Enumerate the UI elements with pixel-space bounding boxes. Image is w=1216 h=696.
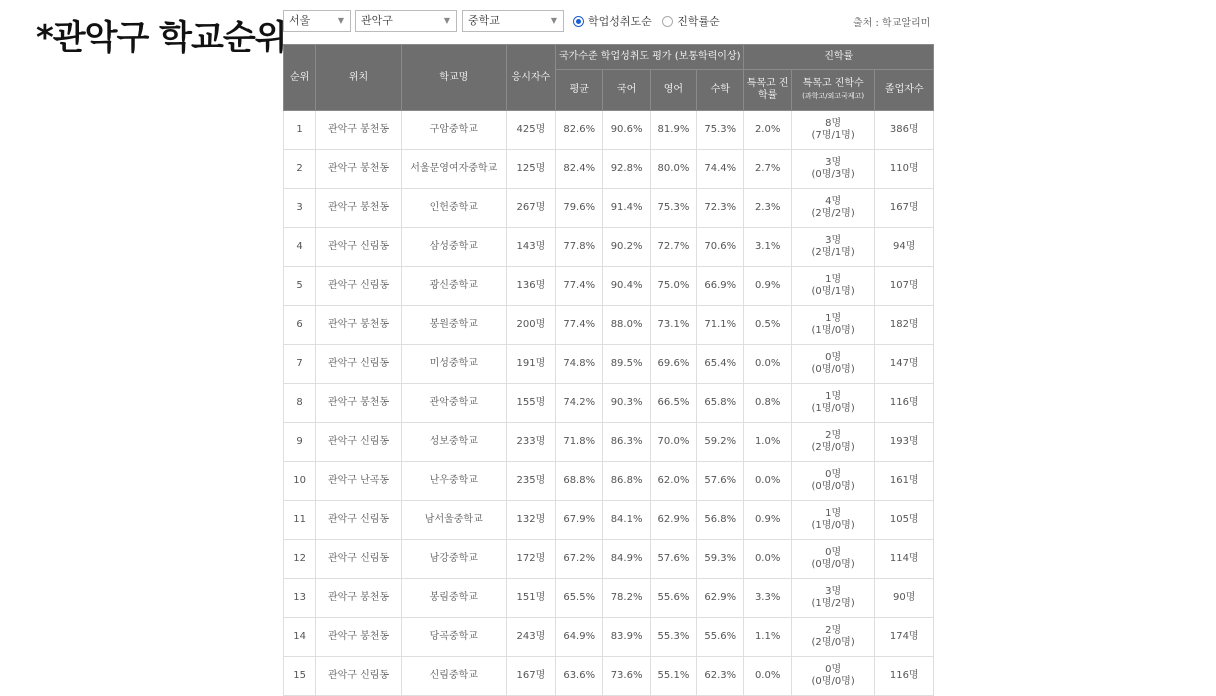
english-cell: 62.9% <box>650 501 696 540</box>
special-rate-cell: 2.7% <box>744 150 791 189</box>
special-count-cell <box>791 618 875 657</box>
header-special-count-label: 특목고 진학수 <box>802 78 864 89</box>
header-math: 수학 <box>697 70 744 111</box>
rank-cell: 14 <box>284 618 316 657</box>
english-cell: 55.3% <box>650 618 696 657</box>
table-row <box>284 150 934 189</box>
special-count-value: 2명 <box>825 430 842 441</box>
graduates-cell: 386명 <box>875 111 934 150</box>
rank-cell: 3 <box>284 189 316 228</box>
special-count-cell <box>791 306 875 345</box>
school-level-select[interactable] <box>462 10 564 32</box>
sort-radio-group <box>573 13 720 29</box>
special-count-cell <box>791 345 875 384</box>
special-count-cell <box>791 384 875 423</box>
school-level-select-value: 중학교 <box>468 14 500 27</box>
special-count-cell <box>791 540 875 579</box>
examinees-cell: 132명 <box>506 501 555 540</box>
table-row <box>284 579 934 618</box>
graduates-cell: 107명 <box>875 267 934 306</box>
rank-cell: 7 <box>284 345 316 384</box>
school-name-cell: 신림중학교 <box>401 657 506 696</box>
rank-cell: 6 <box>284 306 316 345</box>
graduates-cell: 174명 <box>875 618 934 657</box>
math-cell: 72.3% <box>697 189 744 228</box>
special-count-cell <box>791 150 875 189</box>
location-cell: 관악구 신림동 <box>316 228 402 267</box>
school-name-cell: 난우중학교 <box>401 462 506 501</box>
sort-radio-achievement[interactable] <box>573 15 655 28</box>
sort-radio-progress[interactable] <box>662 15 720 28</box>
special-rate-cell: 0.9% <box>744 501 791 540</box>
average-cell: 67.9% <box>556 501 603 540</box>
english-cell: 55.6% <box>650 579 696 618</box>
header-special-count <box>791 70 875 111</box>
examinees-cell: 172명 <box>506 540 555 579</box>
average-cell: 65.5% <box>556 579 603 618</box>
examinees-cell: 155명 <box>506 384 555 423</box>
special-count-value: 0명 <box>825 664 842 675</box>
english-cell: 80.0% <box>650 150 696 189</box>
average-cell: 82.4% <box>556 150 603 189</box>
average-cell: 74.8% <box>556 345 603 384</box>
school-name-cell: 봉림중학교 <box>401 579 506 618</box>
special-count-detail: (0명/3명) <box>811 169 855 180</box>
header-progress: 진학률 <box>744 45 934 70</box>
location-cell: 관악구 신림동 <box>316 540 402 579</box>
table-row <box>284 423 934 462</box>
english-cell: 62.0% <box>650 462 696 501</box>
special-count-value: 3명 <box>825 157 842 168</box>
table-row <box>284 189 934 228</box>
examinees-cell: 267명 <box>506 189 555 228</box>
math-cell: 62.9% <box>697 579 744 618</box>
header-special-rate <box>744 70 791 111</box>
header-average: 평균 <box>556 70 603 111</box>
graduates-cell: 110명 <box>875 150 934 189</box>
special-count-detail: (7명/1명) <box>811 130 855 141</box>
math-cell: 66.9% <box>697 267 744 306</box>
radio-unchecked-icon <box>662 16 673 27</box>
location-cell: 관악구 신림동 <box>316 345 402 384</box>
header-school: 학교명 <box>401 45 506 111</box>
table-row <box>284 267 934 306</box>
special-count-value: 4명 <box>825 196 842 207</box>
special-count-value: 3명 <box>825 235 842 246</box>
special-count-detail: (2명/0명) <box>811 442 855 453</box>
rank-cell: 5 <box>284 267 316 306</box>
math-cell: 65.4% <box>697 345 744 384</box>
rank-cell: 11 <box>284 501 316 540</box>
school-name-cell: 남강중학교 <box>401 540 506 579</box>
special-rate-cell: 3.1% <box>744 228 791 267</box>
math-cell: 62.3% <box>697 657 744 696</box>
korean-cell: 90.3% <box>603 384 650 423</box>
special-count-detail: (0명/0명) <box>811 559 855 570</box>
special-count-value: 1명 <box>825 391 842 402</box>
special-count-detail: (2명/0명) <box>811 637 855 648</box>
header-national-assessment: 국가수준 학업성취도 평가 (보통학력이상) <box>556 45 744 70</box>
math-cell: 71.1% <box>697 306 744 345</box>
rank-cell: 10 <box>284 462 316 501</box>
special-count-cell <box>791 501 875 540</box>
average-cell: 67.2% <box>556 540 603 579</box>
school-name-cell: 당곡중학교 <box>401 618 506 657</box>
graduates-cell: 116명 <box>875 657 934 696</box>
average-cell: 71.8% <box>556 423 603 462</box>
average-cell: 77.4% <box>556 306 603 345</box>
school-name-cell: 서울문영여자중학교 <box>401 150 506 189</box>
english-cell: 75.0% <box>650 267 696 306</box>
special-count-cell <box>791 657 875 696</box>
examinees-cell: 235명 <box>506 462 555 501</box>
special-count-value: 1명 <box>825 313 842 324</box>
location-cell: 관악구 난곡동 <box>316 462 402 501</box>
korean-cell: 90.2% <box>603 228 650 267</box>
examinees-cell: 151명 <box>506 579 555 618</box>
school-name-cell: 광신중학교 <box>401 267 506 306</box>
special-count-cell <box>791 423 875 462</box>
korean-cell: 84.1% <box>603 501 650 540</box>
average-cell: 63.6% <box>556 657 603 696</box>
radio-checked-icon <box>573 16 584 27</box>
special-rate-cell: 1.0% <box>744 423 791 462</box>
location-cell: 관악구 신림동 <box>316 267 402 306</box>
examinees-cell: 233명 <box>506 423 555 462</box>
rank-cell: 9 <box>284 423 316 462</box>
graduates-cell: 94명 <box>875 228 934 267</box>
special-rate-cell: 3.3% <box>744 579 791 618</box>
math-cell: 75.3% <box>697 111 744 150</box>
school-ranking-table <box>283 44 934 696</box>
table-row <box>284 384 934 423</box>
english-cell: 69.6% <box>650 345 696 384</box>
special-rate-cell: 0.0% <box>744 657 791 696</box>
average-cell: 77.4% <box>556 267 603 306</box>
special-count-value: 3명 <box>825 586 842 597</box>
korean-cell: 91.4% <box>603 189 650 228</box>
average-cell: 77.8% <box>556 228 603 267</box>
header-examinees: 응시자수 <box>506 45 555 111</box>
filter-bar <box>283 10 943 34</box>
special-rate-cell: 2.3% <box>744 189 791 228</box>
special-rate-cell: 1.1% <box>744 618 791 657</box>
english-cell: 75.3% <box>650 189 696 228</box>
school-name-cell: 미성중학교 <box>401 345 506 384</box>
korean-cell: 90.4% <box>603 267 650 306</box>
chevron-down-icon: ▼ <box>443 16 450 25</box>
school-name-cell: 남서울중학교 <box>401 501 506 540</box>
school-name-cell: 삼성중학교 <box>401 228 506 267</box>
special-rate-cell: 0.0% <box>744 540 791 579</box>
special-count-cell <box>791 462 875 501</box>
special-count-value: 0명 <box>825 469 842 480</box>
header-korean: 국어 <box>603 70 650 111</box>
page-title: *관악구 학교순위 <box>36 18 287 58</box>
math-cell: 59.2% <box>697 423 744 462</box>
math-cell: 55.6% <box>697 618 744 657</box>
special-count-value: 0명 <box>825 547 842 558</box>
table-body <box>284 111 934 696</box>
rank-cell: 13 <box>284 579 316 618</box>
table-row <box>284 657 934 696</box>
sort-radio-achievement-label: 학업성취도순 <box>588 15 652 28</box>
header-graduates: 졸업자수 <box>875 70 934 111</box>
header-special-rate-label: 특목고 진학률 <box>746 78 789 101</box>
special-count-detail: (0명/0명) <box>811 481 855 492</box>
location-cell: 관악구 신림동 <box>316 423 402 462</box>
korean-cell: 90.6% <box>603 111 650 150</box>
graduates-cell: 167명 <box>875 189 934 228</box>
location-cell: 관악구 봉천동 <box>316 111 402 150</box>
english-cell: 70.0% <box>650 423 696 462</box>
graduates-cell: 193명 <box>875 423 934 462</box>
special-count-detail: (1명/0명) <box>811 520 855 531</box>
table-row <box>284 306 934 345</box>
header-location: 위치 <box>316 45 402 111</box>
english-cell: 72.7% <box>650 228 696 267</box>
graduates-cell: 161명 <box>875 462 934 501</box>
special-count-value: 1명 <box>825 508 842 519</box>
school-name-cell: 인헌중학교 <box>401 189 506 228</box>
korean-cell: 86.3% <box>603 423 650 462</box>
table-row <box>284 501 934 540</box>
school-name-cell: 성보중학교 <box>401 423 506 462</box>
special-count-cell <box>791 228 875 267</box>
rank-cell: 8 <box>284 384 316 423</box>
english-cell: 81.9% <box>650 111 696 150</box>
chevron-down-icon: ▼ <box>337 16 344 25</box>
special-count-cell <box>791 189 875 228</box>
rank-cell: 2 <box>284 150 316 189</box>
korean-cell: 84.9% <box>603 540 650 579</box>
examinees-cell: 191명 <box>506 345 555 384</box>
math-cell: 57.6% <box>697 462 744 501</box>
examinees-cell: 425명 <box>506 111 555 150</box>
examinees-cell: 143명 <box>506 228 555 267</box>
location-cell: 관악구 봉천동 <box>316 189 402 228</box>
english-cell: 66.5% <box>650 384 696 423</box>
graduates-cell: 182명 <box>875 306 934 345</box>
rank-cell: 1 <box>284 111 316 150</box>
special-count-value: 0명 <box>825 352 842 363</box>
examinees-cell: 125명 <box>506 150 555 189</box>
graduates-cell: 105명 <box>875 501 934 540</box>
sort-radio-progress-label: 진학률순 <box>677 15 720 28</box>
korean-cell: 78.2% <box>603 579 650 618</box>
table-row <box>284 228 934 267</box>
rank-cell: 4 <box>284 228 316 267</box>
math-cell: 59.3% <box>697 540 744 579</box>
math-cell: 74.4% <box>697 150 744 189</box>
special-count-cell <box>791 267 875 306</box>
school-name-cell: 관악중학교 <box>401 384 506 423</box>
special-count-value: 2명 <box>825 625 842 636</box>
korean-cell: 92.8% <box>603 150 650 189</box>
city-select[interactable] <box>283 10 351 32</box>
examinees-cell: 243명 <box>506 618 555 657</box>
english-cell: 57.6% <box>650 540 696 579</box>
graduates-cell: 147명 <box>875 345 934 384</box>
average-cell: 64.9% <box>556 618 603 657</box>
special-count-detail: (2명/2명) <box>811 208 855 219</box>
korean-cell: 88.0% <box>603 306 650 345</box>
location-cell: 관악구 봉천동 <box>316 150 402 189</box>
average-cell: 74.2% <box>556 384 603 423</box>
header-special-count-sub: (과학고/외고국제고) <box>802 92 865 100</box>
special-rate-cell: 0.5% <box>744 306 791 345</box>
examinees-cell: 136명 <box>506 267 555 306</box>
average-cell: 68.8% <box>556 462 603 501</box>
korean-cell: 73.6% <box>603 657 650 696</box>
examinees-cell: 167명 <box>506 657 555 696</box>
school-name-cell: 봉원중학교 <box>401 306 506 345</box>
special-count-detail: (0명/1명) <box>811 286 855 297</box>
rank-cell: 15 <box>284 657 316 696</box>
korean-cell: 89.5% <box>603 345 650 384</box>
table-row <box>284 618 934 657</box>
special-rate-cell: 0.0% <box>744 462 791 501</box>
special-count-detail: (1명/0명) <box>811 403 855 414</box>
city-select-value: 서울 <box>289 14 311 27</box>
table-row <box>284 540 934 579</box>
graduates-cell: 116명 <box>875 384 934 423</box>
special-count-detail: (1명/2명) <box>811 598 855 609</box>
district-select[interactable] <box>355 10 457 32</box>
special-rate-cell: 2.0% <box>744 111 791 150</box>
special-count-value: 1명 <box>825 274 842 285</box>
special-count-value: 8명 <box>825 118 842 129</box>
examinees-cell: 200명 <box>506 306 555 345</box>
special-rate-cell: 0.0% <box>744 345 791 384</box>
chevron-down-icon: ▼ <box>550 16 557 25</box>
average-cell: 82.6% <box>556 111 603 150</box>
special-rate-cell: 0.8% <box>744 384 791 423</box>
table-row <box>284 462 934 501</box>
school-name-cell: 구암중학교 <box>401 111 506 150</box>
header-english: 영어 <box>650 70 696 111</box>
table-row <box>284 111 934 150</box>
math-cell: 65.8% <box>697 384 744 423</box>
special-count-detail: (2명/1명) <box>811 247 855 258</box>
source-note: 출처 : 학교알리미 <box>853 18 931 29</box>
math-cell: 56.8% <box>697 501 744 540</box>
math-cell: 70.6% <box>697 228 744 267</box>
district-select-value: 관악구 <box>361 14 393 27</box>
location-cell: 관악구 봉천동 <box>316 306 402 345</box>
location-cell: 관악구 봉천동 <box>316 384 402 423</box>
english-cell: 55.1% <box>650 657 696 696</box>
special-count-detail: (0명/0명) <box>811 364 855 375</box>
korean-cell: 86.8% <box>603 462 650 501</box>
special-count-cell <box>791 111 875 150</box>
korean-cell: 83.9% <box>603 618 650 657</box>
average-cell: 79.6% <box>556 189 603 228</box>
location-cell: 관악구 봉천동 <box>316 618 402 657</box>
rank-cell: 12 <box>284 540 316 579</box>
english-cell: 73.1% <box>650 306 696 345</box>
location-cell: 관악구 신림동 <box>316 657 402 696</box>
graduates-cell: 90명 <box>875 579 934 618</box>
header-rank: 순위 <box>284 45 316 111</box>
special-count-detail: (1명/0명) <box>811 325 855 336</box>
special-count-cell <box>791 579 875 618</box>
location-cell: 관악구 봉천동 <box>316 579 402 618</box>
table-row <box>284 345 934 384</box>
graduates-cell: 114명 <box>875 540 934 579</box>
location-cell: 관악구 신림동 <box>316 501 402 540</box>
special-count-detail: (0명/0명) <box>811 676 855 687</box>
special-rate-cell: 0.9% <box>744 267 791 306</box>
